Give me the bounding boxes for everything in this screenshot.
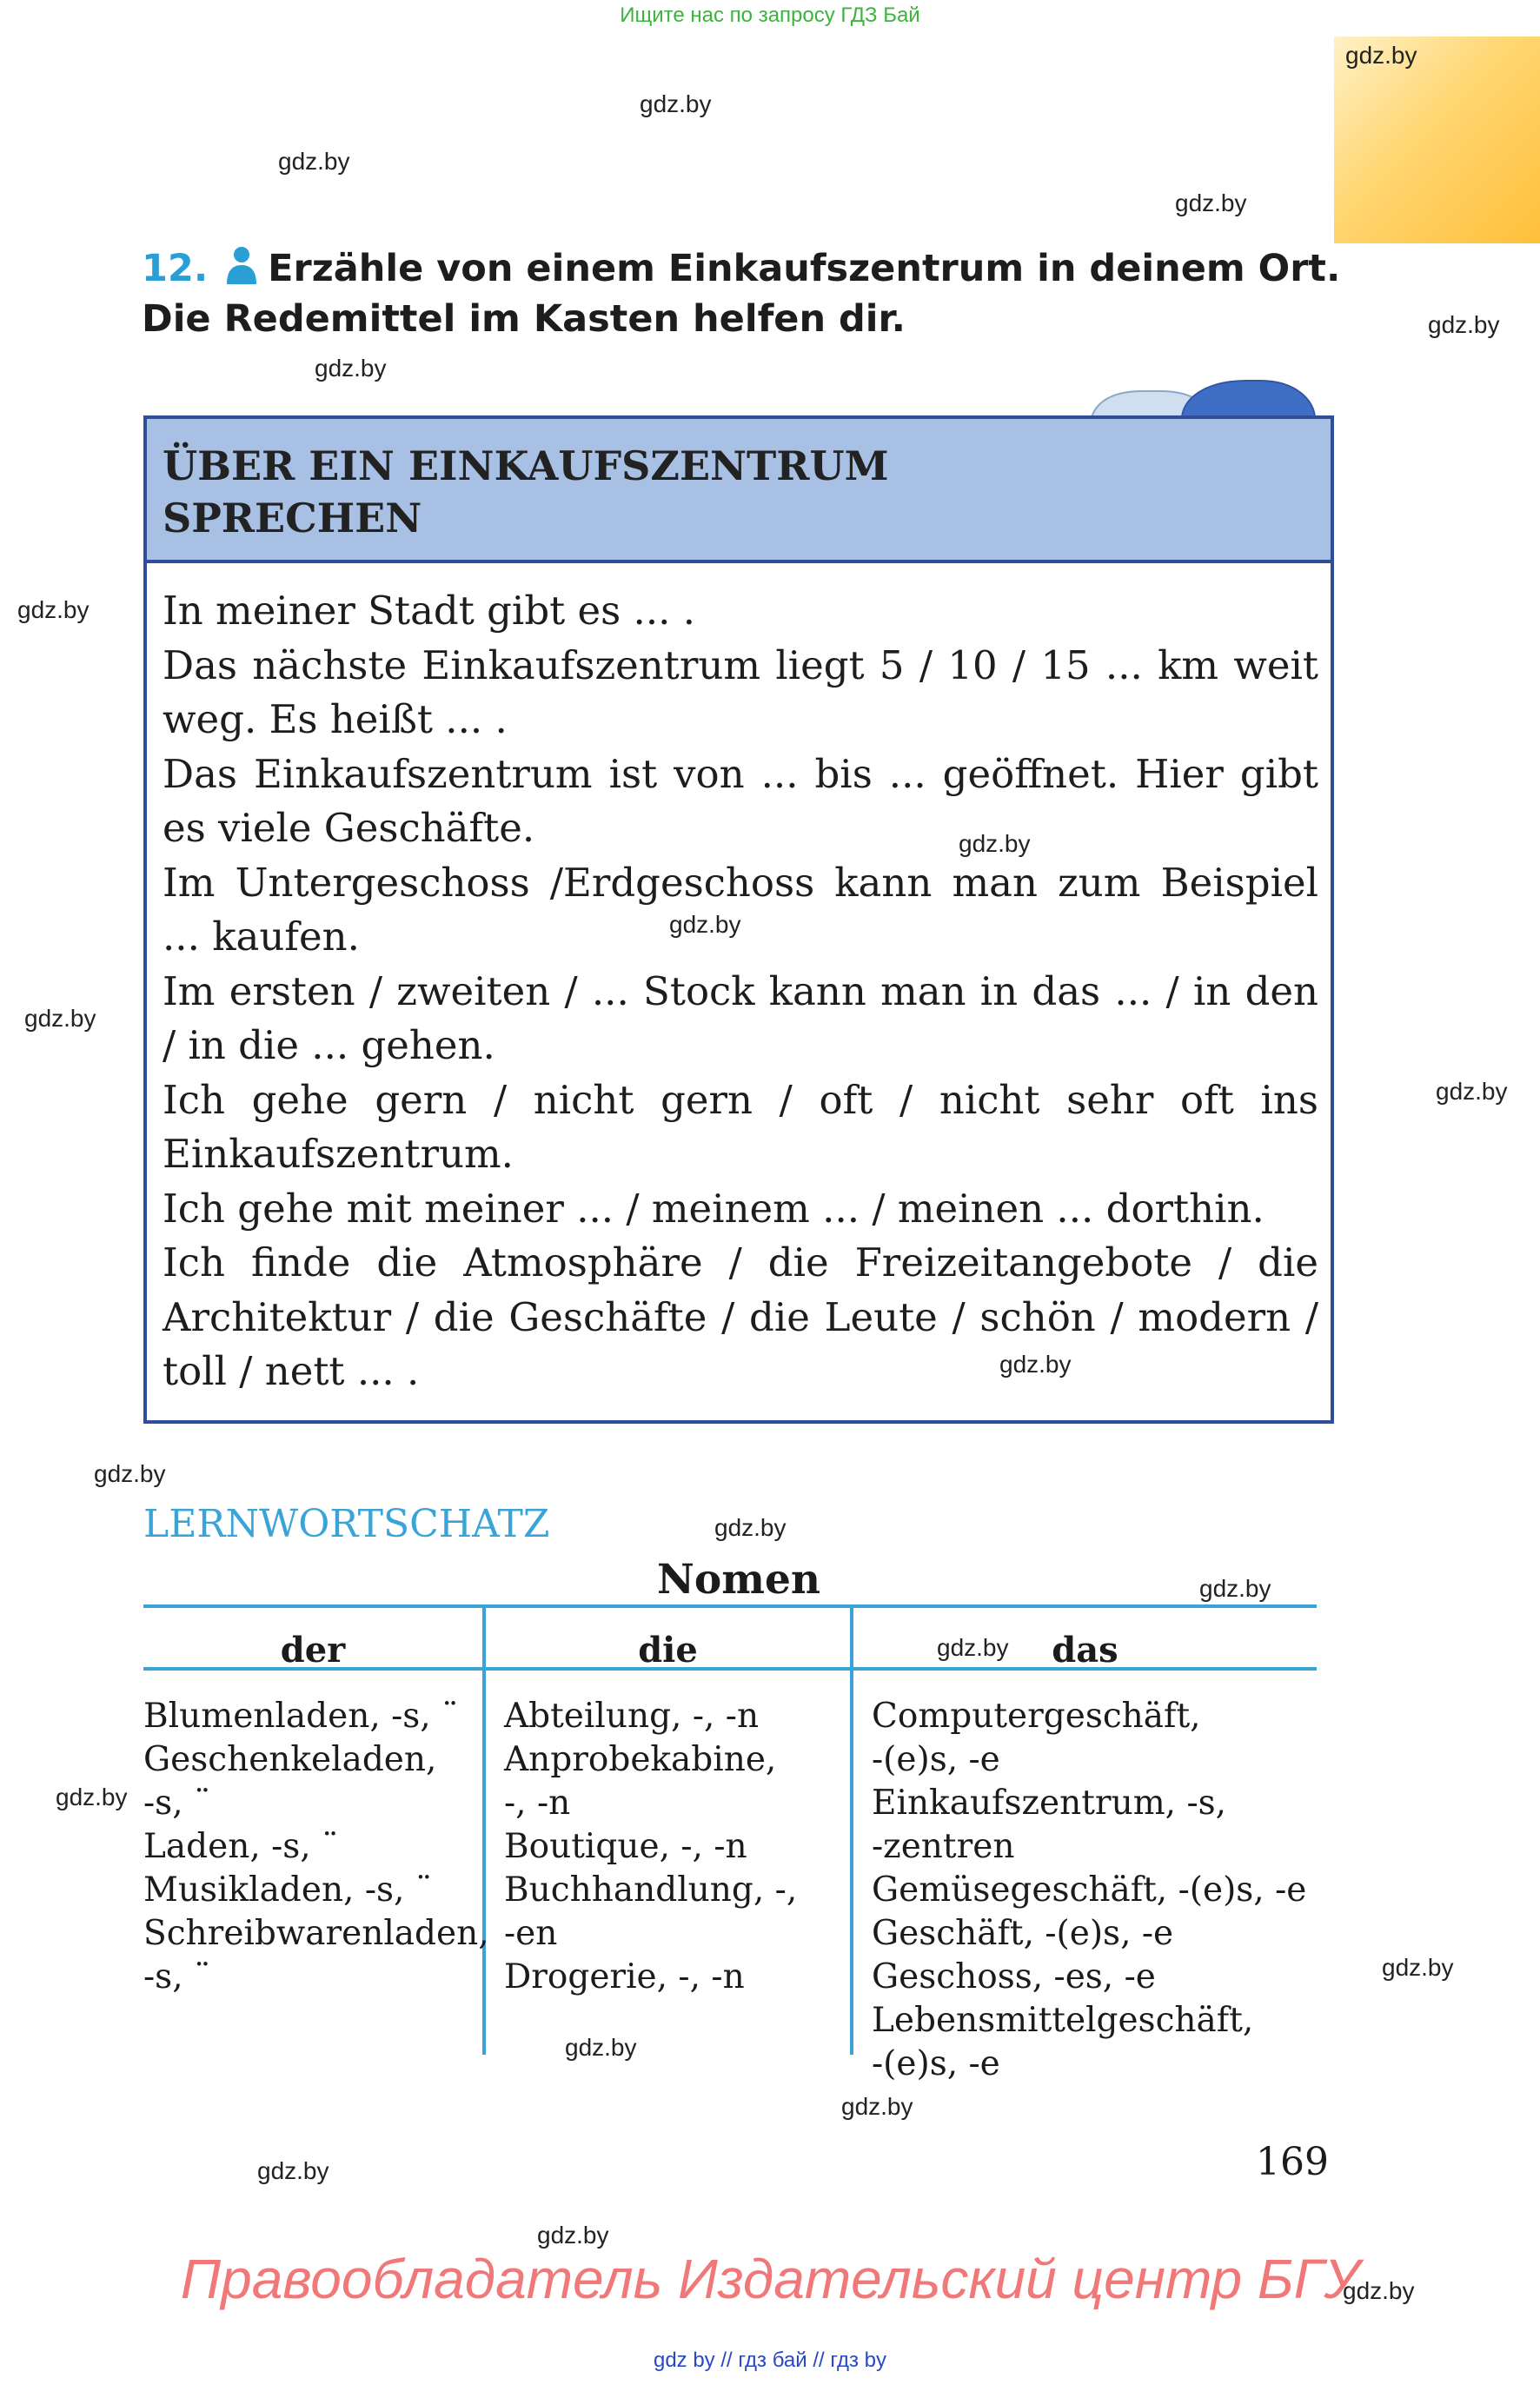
vocab-entry: Lebensmittelgeschäft, xyxy=(872,2001,1254,2040)
phrase-line: Ich gehe gern / nicht gern / oft / nicht sehr oft ins Einkaufszentrum. xyxy=(163,1076,1318,1177)
table-top-rule xyxy=(143,1604,1317,1608)
phrases-box xyxy=(143,415,1334,1424)
watermark: gdz.by xyxy=(640,90,712,117)
vocab-entry: Boutique, -, -n xyxy=(504,1827,747,1866)
box-title-line: ÜBER EIN EINKAUFSZENTRUM xyxy=(163,442,889,489)
watermark: gdz.by xyxy=(999,1351,1072,1378)
watermark: gdz.by xyxy=(565,2034,637,2061)
exercise-text: Erzähle von einem Einkaufszentrum in deinem Ort. Die Redemittel im Kasten helfen dir. xyxy=(142,247,1341,341)
phrase-line: Das Einkaufszentrum ist von ... bis ... geöffnet. Hier gibt es viele Geschäfte. xyxy=(163,750,1318,851)
phrase-line: Ich gehe mit meiner ... / meinem ... / meinen ... dorthin. xyxy=(163,1185,1265,1232)
watermark: gdz.by xyxy=(537,2222,609,2249)
watermark: gdz.by xyxy=(1343,2277,1415,2304)
phrase-line: Ich finde die Atmosphäre / die Freizeitangebote / die Architektur / die Geschäfte / die Leute / schön / modern / toll / nett ... . xyxy=(163,1239,1318,1394)
column-header-das: das xyxy=(1052,1630,1118,1671)
vocab-entry: Geschäft, -(e)s, -e xyxy=(872,1914,1174,1953)
vocab-entry: -s, ¨ xyxy=(143,1957,211,1996)
watermark: gdz.by xyxy=(94,1460,166,1487)
bottom-links[interactable]: gdz by // гдз бай // гдз by xyxy=(653,2348,887,2372)
box-title-line: SPRECHEN xyxy=(163,495,422,541)
phrase-line: In meiner Stadt gibt es ... . xyxy=(163,588,696,634)
watermark: gdz.by xyxy=(1436,1078,1508,1105)
vocab-entry: Geschenkeladen, xyxy=(143,1740,437,1779)
vocab-entry: -(e)s, -e xyxy=(872,1740,1000,1779)
vocab-entry: Buchhandlung, -, xyxy=(504,1870,798,1910)
vocab-entry: Gemüsegeschäft, -(e)s, -e xyxy=(872,1870,1307,1910)
watermark: gdz.by xyxy=(1382,1954,1454,1981)
exercise-title xyxy=(142,243,1341,344)
box-header xyxy=(147,419,1331,563)
watermark: gdz.by xyxy=(937,1634,1009,1661)
vocab-entry: Computergeschäft, xyxy=(872,1697,1201,1736)
column-das xyxy=(872,1695,1306,2086)
watermark: gdz.by xyxy=(1199,1575,1271,1602)
vocab-entry: Laden, -s, ¨ xyxy=(143,1827,339,1866)
watermark: gdz.by xyxy=(959,830,1031,857)
watermark: gdz.by xyxy=(24,1005,96,1032)
vocab-section-title: LERNWORTSCHATZ xyxy=(143,1502,550,1546)
column-die xyxy=(504,1695,797,1999)
table-column-divider xyxy=(850,1604,853,2055)
vocab-entry: -(e)s, -e xyxy=(872,2044,1000,2083)
vocab-entry: Geschoss, -es, -e xyxy=(872,1957,1156,1996)
box-body xyxy=(163,584,1318,1399)
box-title xyxy=(163,440,889,544)
vocab-entry: Blumenladen, -s, ¨ xyxy=(143,1697,459,1736)
watermark: gdz.by xyxy=(714,1514,787,1541)
vocab-entry: Einkaufszentrum, -s, xyxy=(872,1784,1227,1823)
column-header-die: die xyxy=(638,1630,698,1671)
top-banner[interactable]: Ищите нас по запросу ГДЗ Бай xyxy=(620,3,920,27)
vocab-entry: -en xyxy=(504,1914,558,1953)
watermark: gdz.by xyxy=(1175,189,1247,216)
vocab-entry: -, -n xyxy=(504,1784,571,1823)
column-der xyxy=(143,1695,489,1999)
vocab-entry: -zentren xyxy=(872,1827,1015,1866)
vocab-entry: Abteilung, -, -n xyxy=(504,1697,760,1736)
watermark: gdz.by xyxy=(257,2157,329,2184)
watermark: gdz.by xyxy=(17,596,90,623)
watermark: gdz.by xyxy=(669,911,741,938)
watermark: gdz.by xyxy=(1428,311,1500,338)
vocab-subtitle: Nomen xyxy=(656,1556,821,1604)
vocab-entry: Drogerie, -, -n xyxy=(504,1957,745,1996)
watermark: gdz.by xyxy=(56,1784,128,1810)
page-number: 169 xyxy=(1256,2140,1329,2184)
vocab-entry: Musikladen, -s, ¨ xyxy=(143,1870,433,1910)
vocab-entry: Anprobekabine, xyxy=(504,1740,777,1779)
phrase-line: Das nächste Einkaufszentrum liegt 5 / 10 / 15 ... km weit weg. Es heißt ... . xyxy=(163,641,1318,742)
vocab-entry: -s, ¨ xyxy=(143,1784,211,1823)
rights-holder: Правообладатель Издательский центр БГУ xyxy=(180,2248,1360,2310)
person-icon xyxy=(224,246,259,284)
watermark: gdz.by xyxy=(315,355,387,382)
phrase-line: Im ersten / zweiten / ... Stock kann man in das ... / in den / in die ... gehen. xyxy=(163,967,1318,1068)
column-header-der: der xyxy=(280,1630,346,1671)
watermark: gdz.by xyxy=(841,2093,913,2120)
exercise-number: 12. xyxy=(142,247,209,290)
watermark: gdz.by xyxy=(1345,42,1417,69)
watermark: gdz.by xyxy=(278,148,350,175)
phrase-line: Im Untergeschoss /Erdgeschoss kann man zum Beispiel ... kaufen. xyxy=(163,859,1318,960)
vocab-entry: Schreibwarenladen, xyxy=(143,1914,489,1953)
